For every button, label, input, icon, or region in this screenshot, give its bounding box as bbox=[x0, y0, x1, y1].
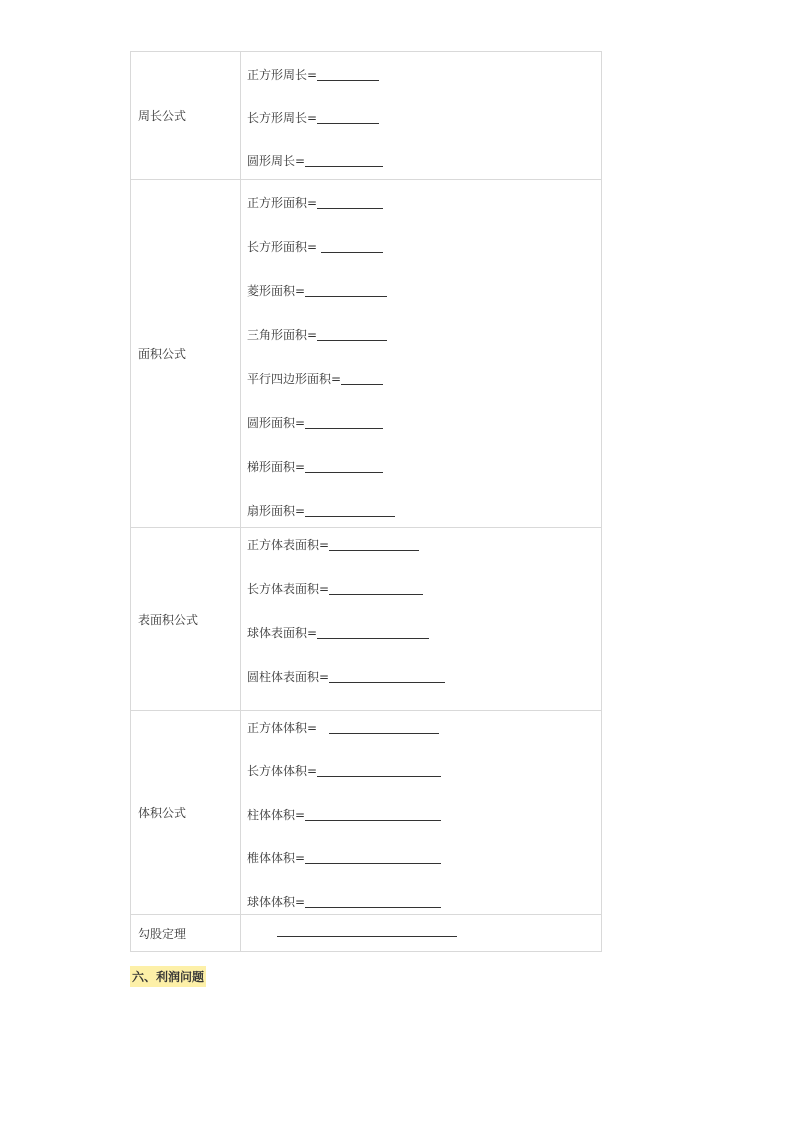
formula-text: 球体表面积= bbox=[247, 626, 318, 640]
section-heading-container bbox=[130, 966, 206, 987]
row-label-text: 周长公式 bbox=[138, 109, 187, 123]
answer-blank[interactable] bbox=[317, 637, 429, 639]
formula-text: 长方体表面积= bbox=[247, 582, 330, 596]
answer-blank[interactable] bbox=[341, 383, 383, 385]
answer-blank[interactable] bbox=[305, 862, 441, 864]
formula-text: 椎体体积= bbox=[247, 851, 306, 865]
table-row-volume bbox=[131, 711, 601, 915]
answer-blank[interactable] bbox=[317, 122, 379, 124]
row-label-text: 表面积公式 bbox=[138, 612, 199, 627]
formula-line bbox=[247, 668, 445, 685]
formula-text: 平行四边形面积= bbox=[247, 372, 342, 386]
row-label-text: 面积公式 bbox=[138, 347, 187, 361]
formula-cell bbox=[241, 180, 601, 527]
answer-blank[interactable] bbox=[305, 471, 383, 473]
formula-table bbox=[130, 51, 602, 952]
formula-line bbox=[247, 624, 429, 641]
answer-blank[interactable] bbox=[305, 165, 383, 167]
formula-text: 正方形面积= bbox=[247, 196, 318, 210]
answer-blank[interactable] bbox=[305, 819, 441, 821]
row-label bbox=[131, 180, 241, 527]
table-row-pythagorean bbox=[131, 915, 601, 952]
formula-line bbox=[247, 893, 441, 910]
answer-blank[interactable] bbox=[317, 339, 387, 341]
formula-text: 长方形面积= bbox=[247, 240, 321, 254]
answer-blank[interactable] bbox=[277, 935, 457, 937]
formula-line bbox=[247, 152, 383, 169]
answer-blank[interactable] bbox=[317, 775, 441, 777]
formula-text: 梯形面积= bbox=[247, 460, 306, 474]
formula-text: 正方体体积= bbox=[247, 721, 318, 735]
formula-line bbox=[247, 414, 383, 431]
answer-blank[interactable] bbox=[329, 681, 445, 683]
answer-blank[interactable] bbox=[329, 593, 423, 595]
answer-blank[interactable] bbox=[305, 906, 441, 908]
section-heading: 六、利润问题 bbox=[130, 966, 206, 987]
formula-text: 菱形面积= bbox=[247, 284, 306, 298]
answer-blank[interactable] bbox=[329, 549, 419, 551]
formula-text: 正方体表面积= bbox=[247, 538, 330, 552]
formula-cell bbox=[241, 915, 601, 951]
row-label bbox=[131, 52, 241, 179]
row-label bbox=[131, 915, 241, 951]
row-label-text: 体积公式 bbox=[138, 806, 187, 820]
row-label bbox=[131, 711, 241, 914]
formula-line bbox=[247, 282, 387, 299]
formula-line bbox=[247, 238, 383, 255]
formula-text: 圆形周长= bbox=[247, 154, 306, 168]
formula-cell bbox=[241, 52, 601, 179]
answer-blank[interactable] bbox=[305, 427, 383, 429]
formula-line bbox=[247, 719, 439, 736]
row-label bbox=[131, 528, 241, 710]
table-row-perimeter bbox=[131, 52, 601, 180]
formula-line bbox=[247, 109, 379, 126]
formula-line bbox=[247, 849, 441, 866]
answer-blank[interactable] bbox=[321, 251, 383, 253]
table-row-surface-area bbox=[131, 528, 601, 711]
formula-line bbox=[247, 326, 387, 343]
answer-blank[interactable] bbox=[317, 207, 383, 209]
table-row-area bbox=[131, 180, 601, 528]
answer-blank[interactable] bbox=[317, 79, 379, 81]
formula-text: 扇形面积= bbox=[247, 504, 306, 518]
formula-line bbox=[247, 806, 441, 823]
formula-text: 长方形周长= bbox=[247, 111, 318, 125]
formula-cell bbox=[241, 528, 601, 710]
answer-blank[interactable] bbox=[305, 515, 395, 517]
formula-text: 正方形周长= bbox=[247, 68, 318, 82]
formula-text: 柱体体积= bbox=[247, 808, 306, 822]
formula-line bbox=[247, 66, 379, 83]
formula-line bbox=[247, 536, 419, 553]
formula-line bbox=[247, 458, 383, 475]
formula-line bbox=[247, 762, 441, 779]
formula-line bbox=[247, 580, 423, 597]
formula-line bbox=[247, 194, 383, 211]
formula-line bbox=[247, 370, 383, 387]
formula-text: 长方体体积= bbox=[247, 764, 318, 778]
row-label-text: 勾股定理 bbox=[138, 926, 187, 941]
answer-blank[interactable] bbox=[305, 295, 387, 297]
formula-line bbox=[247, 502, 395, 519]
formula-text: 圆形面积= bbox=[247, 416, 306, 430]
formula-text: 三角形面积= bbox=[247, 328, 318, 342]
answer-blank[interactable] bbox=[329, 732, 439, 734]
formula-text: 圆柱体表面积= bbox=[247, 670, 330, 684]
formula-text: 球体体积= bbox=[247, 895, 306, 909]
formula-cell bbox=[241, 711, 601, 914]
